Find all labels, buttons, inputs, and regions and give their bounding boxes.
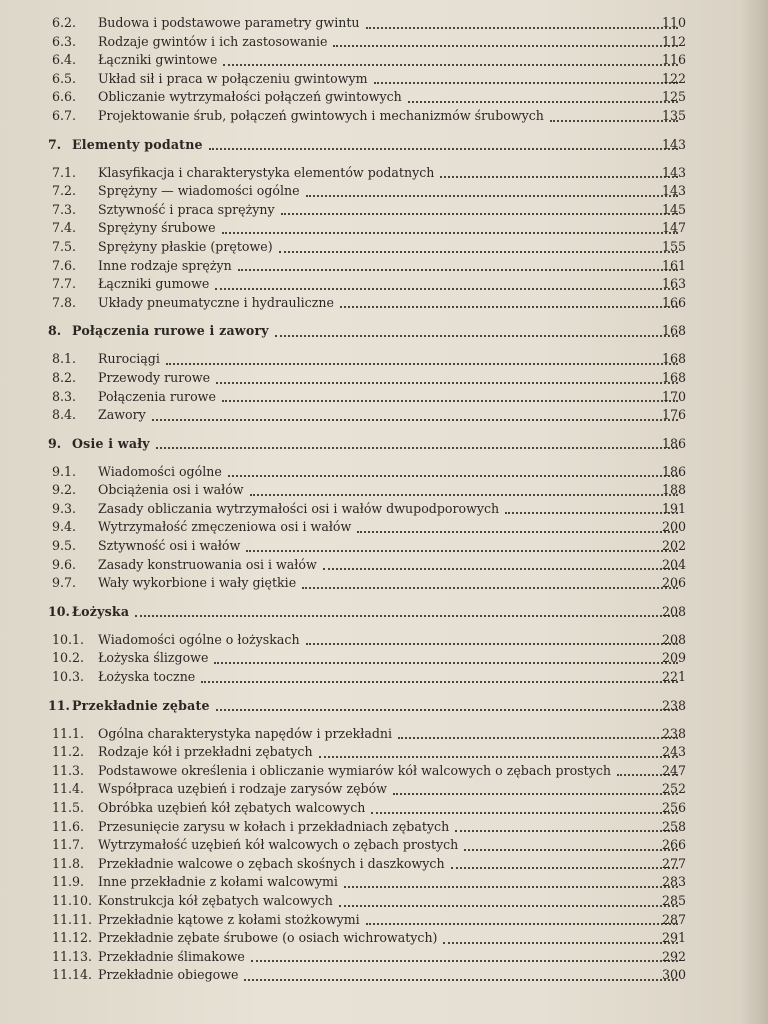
toc-section-row bbox=[0, 182, 768, 201]
toc-entry-title-text: Przesunięcie zarysu w kołach i przekładniach zębatych bbox=[98, 818, 450, 834]
toc-entry-title bbox=[98, 388, 678, 407]
toc-entry-title bbox=[98, 182, 678, 201]
toc-entry-title bbox=[98, 574, 678, 593]
toc-entry-number: 7.7. bbox=[52, 276, 77, 292]
toc-entry-title-text: Rodzaje gwintów i ich zastosowanie bbox=[98, 33, 328, 49]
toc-entry-number: 9. bbox=[48, 435, 62, 451]
toc-entry-number: 6.2. bbox=[52, 15, 77, 30]
toc-entry-title-text: Zasady konstruowania osi i wałów bbox=[98, 556, 317, 572]
toc-entry-title-text: Osie i wały bbox=[72, 435, 150, 451]
toc-leader-dots bbox=[246, 548, 678, 552]
toc-entry-number: 9.7. bbox=[52, 575, 77, 591]
toc-entry-title-text: Sprężyny — wiadomości ogólne bbox=[98, 183, 300, 199]
toc-section-row bbox=[0, 219, 768, 238]
toc-entry-title-text: Wytrzymałość uzębień kół walcowych o zębach prostych bbox=[98, 837, 459, 853]
toc-entry-title bbox=[98, 406, 678, 425]
toc-page-number: 168 bbox=[661, 369, 686, 385]
toc-page-number: 258 bbox=[661, 818, 686, 834]
toc-page-number: 122 bbox=[661, 70, 686, 86]
toc-entry-title-text: Współpraca uzębień i rodzaje zarysów zębów bbox=[98, 781, 387, 797]
toc-page-number: 116 bbox=[661, 52, 686, 68]
toc-leader-dots bbox=[306, 641, 678, 645]
toc-page-number: 155 bbox=[661, 238, 686, 254]
toc-entry-title-text: Elementy podatne bbox=[72, 136, 203, 152]
toc-entry-number: 7.5. bbox=[52, 238, 77, 254]
toc-entry-title-text: Łożyska ślizgowe bbox=[98, 650, 209, 666]
toc-entry-number: 9.1. bbox=[52, 463, 77, 479]
toc-entry-title-text: Sprężyny płaskie (prętowe) bbox=[98, 238, 273, 254]
toc-leader-dots bbox=[222, 398, 678, 402]
toc-entry-number: 8.1. bbox=[52, 351, 77, 367]
toc-page-number: 112 bbox=[661, 33, 686, 49]
toc-section-row bbox=[0, 275, 768, 294]
toc-entry-title bbox=[72, 697, 678, 716]
toc-page-number: 163 bbox=[661, 276, 686, 292]
toc-section-row bbox=[0, 873, 768, 892]
toc-leader-dots bbox=[281, 211, 678, 215]
toc-page-number: 285 bbox=[661, 892, 686, 908]
toc-entry-title-text: Klasyfikacja i charakterystyka elementów podatnych bbox=[98, 164, 435, 180]
toc-entry-number: 11.3. bbox=[52, 762, 85, 778]
toc-section-row bbox=[0, 799, 768, 818]
toc-entry-title bbox=[98, 631, 678, 650]
toc-page-number: 168 bbox=[661, 323, 686, 339]
toc-entry-title-text: Wały wykorbione i wały giętkie bbox=[98, 575, 297, 591]
toc-entry-title bbox=[72, 136, 678, 155]
toc-section-row bbox=[0, 369, 768, 388]
toc-leader-dots bbox=[251, 958, 678, 962]
toc-entry-title bbox=[98, 929, 678, 948]
toc-entry-number: 11.14. bbox=[52, 967, 93, 983]
toc-page-number: 238 bbox=[661, 697, 686, 713]
toc-leader-dots bbox=[214, 660, 678, 664]
toc-entry-title-text: Łożyska toczne bbox=[98, 669, 196, 685]
toc-section-row bbox=[0, 164, 768, 183]
toc-leader-dots bbox=[223, 62, 678, 66]
toc-entry-number: 11.1. bbox=[52, 725, 85, 741]
toc-leader-dots bbox=[366, 921, 678, 925]
toc-entry-title bbox=[98, 518, 678, 537]
toc-entry-title-text: Obróbka uzębień kół zębatych walcowych bbox=[98, 800, 366, 815]
toc-page-number: 176 bbox=[661, 407, 686, 423]
toc-chapter-row bbox=[0, 603, 768, 625]
toc-entry-title-text: Układy pneumatyczne i hydrauliczne bbox=[98, 294, 334, 310]
toc-chapter-row bbox=[0, 697, 768, 719]
toc-entry-title-text: Przekładnie zębate bbox=[72, 697, 210, 713]
toc-entry-number: 7.3. bbox=[52, 201, 77, 217]
toc-section-row bbox=[0, 537, 768, 556]
toc-section-row bbox=[0, 518, 768, 537]
toc-entry-number: 9.3. bbox=[52, 500, 77, 516]
toc-entry-number: 8.2. bbox=[52, 369, 77, 385]
toc-leader-dots bbox=[156, 445, 678, 449]
toc-leader-dots bbox=[340, 304, 678, 308]
toc-section-row bbox=[0, 668, 768, 687]
toc-page-number: 277 bbox=[661, 855, 686, 871]
page-edge-shadow bbox=[740, 0, 768, 1024]
toc-leader-dots bbox=[393, 791, 678, 795]
toc-entry-number: 11.13. bbox=[52, 948, 93, 964]
toc-section-row bbox=[0, 649, 768, 668]
toc-leader-dots bbox=[279, 249, 678, 253]
toc-entry-title bbox=[98, 70, 678, 89]
toc-page-number: 209 bbox=[661, 650, 686, 666]
toc-entry-number: 11.11. bbox=[52, 911, 93, 927]
toc-entry-title-text: Rurociągi bbox=[98, 351, 160, 367]
toc-section-row bbox=[0, 14, 768, 33]
toc-entry-title bbox=[98, 799, 678, 818]
toc-entry-number: 11. bbox=[48, 697, 70, 713]
toc-leader-dots bbox=[319, 754, 678, 758]
toc-entry-title bbox=[98, 725, 678, 744]
toc-section-row bbox=[0, 51, 768, 70]
toc-page-number: 256 bbox=[661, 800, 686, 815]
toc-entry-number: 6.5. bbox=[52, 70, 77, 86]
toc-leader-dots bbox=[339, 903, 678, 907]
toc-page-number: 206 bbox=[661, 575, 686, 591]
toc-entry-title bbox=[98, 743, 678, 762]
toc-page-number: 186 bbox=[661, 435, 686, 451]
toc-leader-dots bbox=[323, 566, 678, 570]
toc-entry-title-text: Połączenia rurowe bbox=[98, 388, 216, 404]
toc-entry-title bbox=[98, 556, 678, 575]
toc-entry-number: 9.5. bbox=[52, 538, 77, 554]
toc-leader-dots bbox=[209, 146, 678, 150]
toc-leader-dots bbox=[443, 940, 678, 944]
toc-section-row bbox=[0, 574, 768, 593]
toc-entry-title-text: Przekładnie obiegowe bbox=[98, 967, 239, 983]
toc-leader-dots bbox=[222, 230, 678, 234]
toc-section-row bbox=[0, 725, 768, 744]
toc-entry-title-text: Połączenia rurowe i zawory bbox=[72, 323, 269, 339]
toc-page-number: 243 bbox=[661, 744, 686, 760]
toc-entry-title bbox=[98, 164, 678, 183]
toc-entry-title bbox=[98, 481, 678, 500]
toc-leader-dots bbox=[374, 80, 678, 84]
toc-entry-number: 11.12. bbox=[52, 930, 93, 946]
toc-entry-title bbox=[98, 911, 678, 930]
toc-leader-dots bbox=[408, 99, 678, 103]
toc-page-number: 252 bbox=[661, 781, 686, 797]
toc-section-row bbox=[0, 350, 768, 369]
toc-entry-title bbox=[98, 873, 678, 892]
toc-entry-title bbox=[98, 201, 678, 220]
toc-entry-title bbox=[98, 836, 678, 855]
toc-entry-title bbox=[98, 500, 678, 519]
toc-leader-dots bbox=[228, 473, 678, 477]
toc-page-number: 291 bbox=[661, 930, 686, 946]
toc-page-number: 166 bbox=[661, 294, 686, 310]
toc-page-number: 147 bbox=[661, 220, 686, 236]
toc-leader-dots bbox=[135, 613, 678, 617]
toc-leader-dots bbox=[244, 977, 678, 981]
toc-leader-dots bbox=[275, 333, 678, 337]
toc-section-row bbox=[0, 388, 768, 407]
toc-entry-title bbox=[98, 780, 678, 799]
toc-section-row bbox=[0, 107, 768, 126]
toc-leader-dots bbox=[250, 492, 678, 496]
toc-section-row bbox=[0, 780, 768, 799]
toc-page-number: 188 bbox=[661, 482, 686, 498]
toc-section-row bbox=[0, 201, 768, 220]
toc-entry-title bbox=[98, 257, 678, 276]
toc-entry-title-text: Przekładnie ślimakowe bbox=[98, 948, 245, 964]
toc-entry-title-text: Konstrukcja kół zębatych walcowych bbox=[98, 892, 333, 908]
toc-entry-title bbox=[98, 855, 678, 874]
toc-section-row bbox=[0, 892, 768, 911]
toc-page-number: 208 bbox=[661, 631, 686, 647]
toc-entry-number: 9.6. bbox=[52, 556, 77, 572]
toc-page-number: 202 bbox=[661, 538, 686, 554]
toc-entry-title bbox=[98, 966, 678, 985]
toc-entry-number: 8.4. bbox=[52, 407, 77, 423]
toc-leader-dots bbox=[306, 193, 678, 197]
toc-entry-title bbox=[98, 350, 678, 369]
toc-entry-title bbox=[98, 88, 678, 107]
toc-entry-title bbox=[98, 818, 678, 837]
toc-page-number: 204 bbox=[661, 556, 686, 572]
toc-leader-dots bbox=[333, 43, 678, 47]
toc-page-number: 287 bbox=[661, 911, 686, 927]
toc-page-number: 300 bbox=[661, 967, 686, 983]
toc-leader-dots bbox=[464, 847, 678, 851]
toc-section-row bbox=[0, 257, 768, 276]
toc-page-number: 143 bbox=[661, 183, 686, 199]
toc-entry-title-text: Obliczanie wytrzymałości połączeń gwintowych bbox=[98, 89, 402, 105]
toc-leader-dots bbox=[366, 25, 678, 29]
toc-page-number: 238 bbox=[661, 725, 686, 741]
toc-entry-title-text: Rodzaje kół i przekładni zębatych bbox=[98, 744, 313, 760]
table-of-contents bbox=[0, 14, 768, 985]
toc-entry-number: 9.2. bbox=[52, 482, 77, 498]
toc-chapter-row bbox=[0, 435, 768, 457]
toc-leader-dots bbox=[215, 286, 678, 290]
toc-entry-number: 6.4. bbox=[52, 52, 77, 68]
toc-entry-title bbox=[98, 762, 678, 781]
toc-section-row bbox=[0, 70, 768, 89]
toc-entry-number: 10.3. bbox=[52, 669, 85, 685]
toc-entry-number: 6.7. bbox=[52, 107, 77, 123]
toc-entry-number: 7.2. bbox=[52, 183, 77, 199]
toc-section-row bbox=[0, 762, 768, 781]
toc-entry-title-text: Wiadomości ogólne o łożyskach bbox=[98, 631, 300, 647]
toc-entry-title-text: Wiadomości ogólne bbox=[98, 463, 222, 479]
toc-entry-title-text: Budowa i podstawowe parametry gwintu bbox=[98, 15, 360, 30]
toc-entry-title-text: Przekładnie walcowe o zębach skośnych i daszkowych bbox=[98, 855, 445, 871]
toc-entry-number: 7.1. bbox=[52, 164, 77, 180]
toc-leader-dots bbox=[440, 174, 678, 178]
toc-entry-title-text: Sztywność osi i wałów bbox=[98, 538, 241, 554]
toc-page-number: 135 bbox=[661, 107, 686, 123]
toc-entry-title-text: Zasady obliczania wytrzymałości osi i wałów dwupodporowych bbox=[98, 500, 500, 516]
toc-entry-title bbox=[98, 238, 678, 257]
toc-page-number: 221 bbox=[661, 669, 686, 685]
toc-section-row bbox=[0, 818, 768, 837]
toc-leader-dots bbox=[152, 417, 678, 421]
toc-entry-number: 10.1. bbox=[52, 631, 85, 647]
toc-entry-number: 7.4. bbox=[52, 220, 77, 236]
toc-entry-title-text: Łączniki gwintowe bbox=[98, 52, 218, 68]
toc-entry-number: 7.8. bbox=[52, 294, 77, 310]
toc-entry-title bbox=[98, 948, 678, 967]
toc-entry-title-text: Łożyska bbox=[72, 603, 130, 619]
toc-entry-title-text: Inne rodzaje sprężyn bbox=[98, 257, 232, 273]
toc-leader-dots bbox=[216, 707, 678, 711]
toc-entry-number: 11.10. bbox=[52, 892, 93, 908]
toc-page-number: 143 bbox=[661, 164, 686, 180]
toc-page-number: 200 bbox=[661, 519, 686, 535]
toc-section-row bbox=[0, 948, 768, 967]
toc-entry-number: 6.6. bbox=[52, 89, 77, 105]
toc-entry-title bbox=[98, 463, 678, 482]
toc-entry-title bbox=[98, 33, 678, 52]
toc-leader-dots bbox=[505, 510, 678, 514]
toc-section-row bbox=[0, 966, 768, 985]
toc-page-number: 283 bbox=[661, 874, 686, 890]
toc-entry-number: 11.6. bbox=[52, 818, 85, 834]
toc-entry-title-text: Łączniki gumowe bbox=[98, 276, 210, 292]
toc-page-number: 191 bbox=[661, 500, 686, 516]
toc-entry-number: 8. bbox=[48, 323, 62, 339]
toc-entry-title bbox=[98, 294, 678, 313]
toc-entry-number: 11.8. bbox=[52, 855, 85, 871]
toc-entry-title bbox=[72, 603, 678, 622]
toc-page-number: 168 bbox=[661, 351, 686, 367]
toc-leader-dots bbox=[455, 828, 678, 832]
toc-page-number: 292 bbox=[661, 948, 686, 964]
toc-entry-title-text: Układ sił i praca w połączeniu gwintowym bbox=[98, 70, 368, 86]
toc-entry-number: 11.7. bbox=[52, 837, 85, 853]
toc-section-row bbox=[0, 836, 768, 855]
toc-entry-title bbox=[98, 537, 678, 556]
toc-entry-title-text: Podstawowe określenia i obliczanie wymiarów kół walcowych o zębach prostych bbox=[98, 762, 611, 778]
toc-leader-dots bbox=[302, 585, 678, 589]
toc-leader-dots bbox=[344, 884, 678, 888]
toc-entry-title-text: Ogólna charakterystyka napędów i przekładni bbox=[98, 725, 393, 741]
toc-entry-title-text: Sztywność i praca sprężyny bbox=[98, 201, 275, 217]
toc-page-number: 266 bbox=[661, 837, 686, 853]
toc-entry-title bbox=[98, 668, 678, 687]
toc-entry-number: 11.9. bbox=[52, 874, 85, 890]
toc-entry-title-text: Przekładnie zębate śrubowe (o osiach wichrowatych) bbox=[98, 930, 438, 946]
toc-entry-number: 7.6. bbox=[52, 257, 77, 273]
toc-page-number: 247 bbox=[661, 762, 686, 778]
toc-entry-number: 11.5. bbox=[52, 800, 85, 815]
toc-page-number: 170 bbox=[661, 388, 686, 404]
toc-leader-dots bbox=[166, 361, 678, 365]
toc-entry-number: 7. bbox=[48, 136, 62, 152]
toc-entry-number: 11.4. bbox=[52, 781, 85, 797]
toc-page-number: 145 bbox=[661, 201, 686, 217]
toc-entry-number: 6.3. bbox=[52, 33, 77, 49]
toc-leader-dots bbox=[238, 267, 678, 271]
toc-entry-title-text: Obciążenia osi i wałów bbox=[98, 482, 244, 498]
toc-section-row bbox=[0, 406, 768, 425]
toc-entry-title-text: Przewody rurowe bbox=[98, 369, 211, 385]
toc-entry-number: 11.2. bbox=[52, 744, 85, 760]
toc-section-row bbox=[0, 238, 768, 257]
toc-entry-number: 10. bbox=[48, 603, 70, 619]
toc-entry-title bbox=[98, 275, 678, 294]
toc-section-row bbox=[0, 631, 768, 650]
toc-entry-title-text: Wytrzymałość zmęczeniowa osi i wałów bbox=[98, 519, 352, 535]
toc-page-number: 143 bbox=[661, 136, 686, 152]
toc-page-number: 208 bbox=[661, 603, 686, 619]
toc-entry-title bbox=[98, 649, 678, 668]
toc-leader-dots bbox=[371, 810, 678, 814]
toc-entry-title bbox=[98, 892, 678, 911]
toc-entry-number: 10.2. bbox=[52, 650, 85, 666]
toc-page-number: 125 bbox=[661, 89, 686, 105]
toc-entry-title bbox=[72, 322, 678, 341]
toc-entry-title bbox=[98, 219, 678, 238]
toc-section-row bbox=[0, 743, 768, 762]
toc-section-row bbox=[0, 556, 768, 575]
toc-section-row bbox=[0, 929, 768, 948]
toc-entry-title-text: Inne przekładnie z kołami walcowymi bbox=[98, 874, 338, 890]
toc-section-row bbox=[0, 481, 768, 500]
toc-chapter-row bbox=[0, 136, 768, 158]
toc-entry-number: 9.4. bbox=[52, 519, 77, 535]
toc-entry-title-text: Przekładnie kątowe z kołami stożkowymi bbox=[98, 911, 360, 927]
toc-entry-title-text: Zawory bbox=[98, 407, 146, 423]
toc-page-number: 110 bbox=[661, 15, 686, 30]
toc-entry-title-text: Projektowanie śrub, połączeń gwintowych i mechanizmów śrubowych bbox=[98, 107, 544, 123]
toc-section-row bbox=[0, 463, 768, 482]
toc-entry-number: 8.3. bbox=[52, 388, 77, 404]
toc-entry-title bbox=[98, 369, 678, 388]
toc-leader-dots bbox=[201, 679, 678, 683]
toc-section-row bbox=[0, 33, 768, 52]
toc-entry-title bbox=[98, 107, 678, 126]
toc-entry-title bbox=[98, 14, 678, 33]
toc-leader-dots bbox=[357, 529, 678, 533]
toc-leader-dots bbox=[398, 735, 678, 739]
toc-section-row bbox=[0, 500, 768, 519]
toc-leader-dots bbox=[216, 380, 678, 384]
toc-section-row bbox=[0, 294, 768, 313]
toc-page-number: 186 bbox=[661, 463, 686, 479]
toc-entry-title bbox=[98, 51, 678, 70]
toc-page-number: 161 bbox=[661, 257, 686, 273]
toc-entry-title bbox=[72, 435, 678, 454]
toc-leader-dots bbox=[451, 865, 678, 869]
toc-chapter-row bbox=[0, 322, 768, 344]
toc-section-row bbox=[0, 911, 768, 930]
toc-section-row bbox=[0, 855, 768, 874]
toc-section-row bbox=[0, 88, 768, 107]
toc-entry-title-text: Sprężyny śrubowe bbox=[98, 220, 216, 236]
